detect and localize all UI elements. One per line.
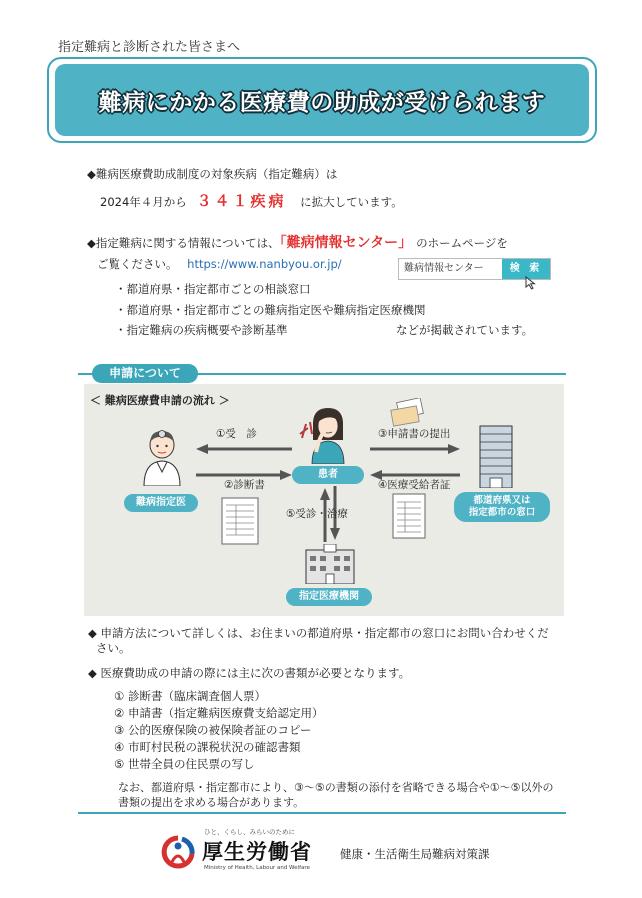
note1-line2: さい。 bbox=[96, 641, 131, 655]
center-name: 「難病情報センター」 bbox=[279, 235, 413, 251]
document-item-5: ⑤ 世帯全員の住民票の写し bbox=[114, 757, 255, 771]
p2-line2-pre: ご覧ください。 bbox=[97, 257, 178, 271]
p1-line2 bbox=[100, 190, 403, 211]
p1-line1: ◆難病医療費助成制度の対象疾病（指定難病）は bbox=[87, 167, 338, 181]
doctor-icon bbox=[139, 428, 185, 486]
intro-text: 指定難病と診断された皆さまへ bbox=[58, 40, 241, 55]
p2-bullet-3: ・指定難病の疾病概要や診断基準 bbox=[115, 323, 288, 337]
certificate-document-icon bbox=[391, 492, 427, 540]
arrow-to-office-icon bbox=[370, 444, 460, 454]
p2-post: のホームページを bbox=[416, 236, 508, 250]
p2-line1 bbox=[87, 232, 508, 252]
disease-count: ３４１疾病 bbox=[196, 192, 287, 210]
title-banner bbox=[47, 57, 597, 143]
p2-bullet-1: ・都道府県・指定都市ごとの相談窓口 bbox=[115, 282, 311, 296]
flow-diagram bbox=[84, 384, 564, 616]
p1-line2-post: に拡大しています。 bbox=[300, 195, 403, 209]
p2-line2 bbox=[97, 256, 342, 272]
arrow-to-doctor-icon bbox=[196, 444, 292, 454]
flow-heading: ＜ 難病医療費申請の流れ ＞ bbox=[90, 394, 230, 407]
section-tab-application: 申請について bbox=[92, 364, 198, 383]
p1-line2-pre: 2024年４月から bbox=[100, 195, 187, 209]
step-3-label: ③申請書の提出 bbox=[378, 428, 451, 440]
bureau-name: 健康・生活衛生局難病対策課 bbox=[340, 847, 490, 861]
note2: ◆ 医療費助成の申請の際には主に次の書類が必要となります。 bbox=[88, 666, 411, 680]
p2-tail: などが掲載されています。 bbox=[396, 323, 534, 337]
footnote-line2: 書類の提出を求める場合があります。 bbox=[118, 796, 305, 809]
hospital-label: 指定医療機関 bbox=[286, 588, 372, 606]
ministry-name: 厚生労働省 bbox=[202, 840, 312, 864]
footer-divider bbox=[78, 812, 566, 814]
ministry-logo-icon bbox=[160, 834, 196, 870]
title-banner-inner bbox=[55, 64, 589, 136]
step-4-label: ④医療受給者証 bbox=[378, 479, 451, 491]
document-item-1: ① 診断書（臨床調査個人票） bbox=[114, 689, 266, 703]
envelope-icon bbox=[388, 398, 428, 428]
patient-icon bbox=[298, 404, 358, 464]
ministry-tagline: ひと、くらし、みらいのために bbox=[204, 828, 295, 836]
step-5-label: ⑤受診・治療 bbox=[286, 508, 348, 520]
document-item-4: ④ 市町村民税の課税状況の確認書類 bbox=[114, 740, 301, 754]
office-building-icon bbox=[476, 422, 516, 488]
step-2-label: ②診断書 bbox=[224, 479, 265, 491]
hospital-icon bbox=[304, 544, 356, 584]
p2-bullet-2: ・都道府県・指定都市ごとの難病指定医や難病指定医療機関 bbox=[115, 303, 426, 317]
page-title: 難病にかかる医療費の助成が受けられます bbox=[98, 89, 546, 116]
patient-label: 患者 bbox=[292, 466, 364, 484]
search-button[interactable]: 検 索 bbox=[502, 259, 550, 279]
nanbyou-url[interactable]: https://www.nanbyou.or.jp/ bbox=[187, 257, 342, 271]
p2-pre: ◆指定難病に関する情報については、 bbox=[87, 236, 280, 250]
document-item-3: ③ 公的医療保険の被保険者証のコピー bbox=[114, 723, 312, 737]
office-label: 都道府県又は 指定都市の窓口 bbox=[454, 492, 550, 522]
search-input[interactable]: 難病情報センター bbox=[404, 263, 484, 274]
footnote-line1: なお、都道府県・指定都市により、③～⑤の書類の添付を省略できる場合や①～⑤以外の bbox=[118, 781, 554, 794]
cursor-icon bbox=[525, 276, 537, 290]
document-item-2: ② 申請書（指定難病医療費支給認定用） bbox=[114, 706, 324, 720]
step-1-label: ①受 診 bbox=[216, 428, 257, 440]
doctor-label: 難病指定医 bbox=[124, 494, 198, 512]
note1-line1: ◆ 申請方法について詳しくは、お住まいの都道府県・指定都市の窓口にお問い合わせくだ bbox=[88, 626, 549, 640]
diagnosis-document-icon bbox=[220, 496, 260, 546]
ministry-name-en: Ministry of Health, Labour and Welfare bbox=[204, 865, 310, 871]
